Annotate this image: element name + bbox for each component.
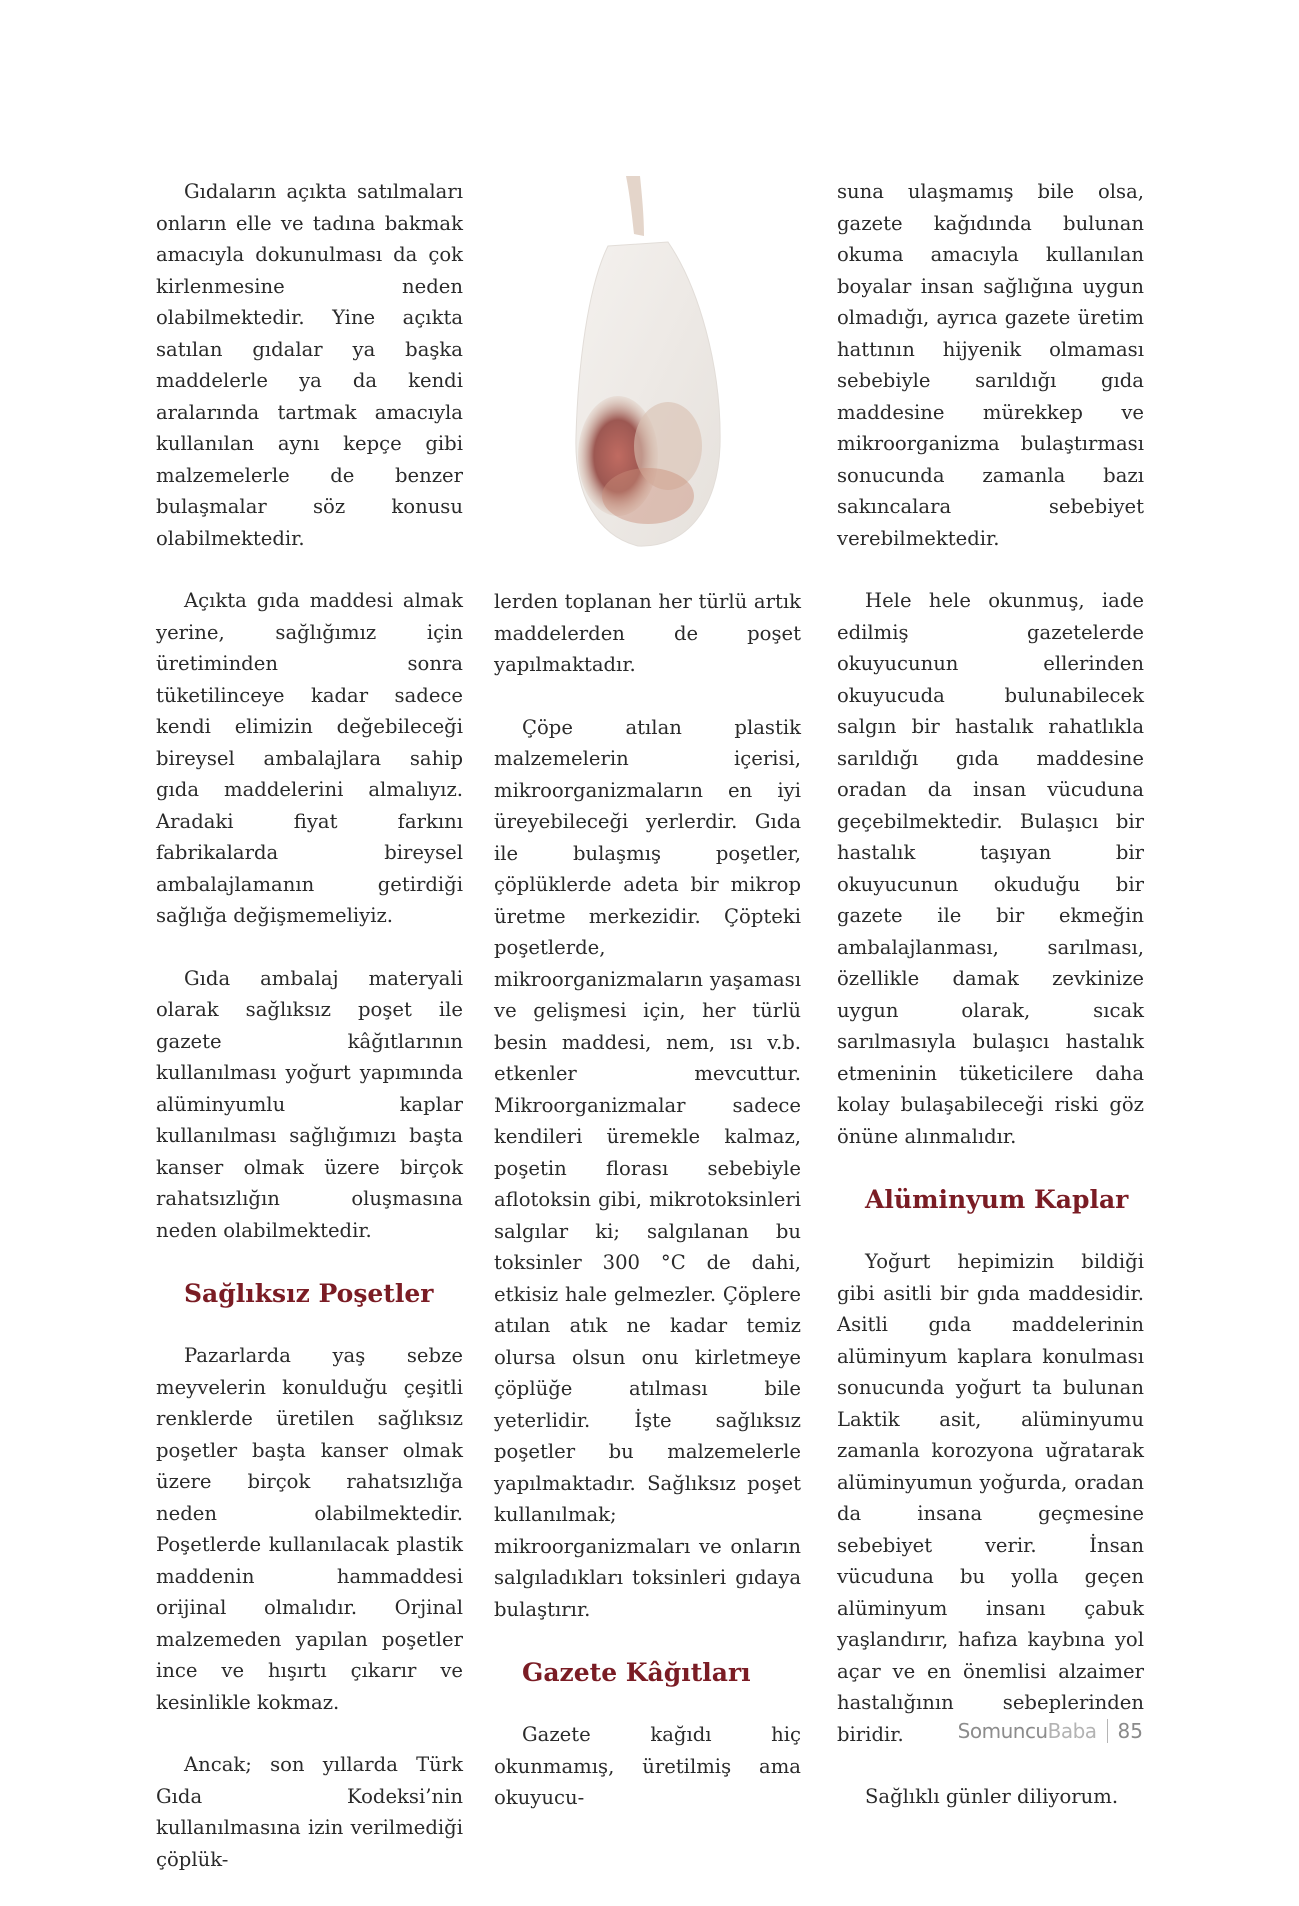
paragraph: Çöpe atılan plastik malzemelerin içerisi, mikroorganizmaların en iyi üreyebileceği yerlerdir. Gıda ile bulaşmış poşetler, çöplüklerde adeta bir mikrop üretme merkezidir. Çöpteki poşetlerde, mikroorganizmaların yaşaması ve gelişmesi için, her türlü besin maddesi, nem, ısı v.b. etkenler mevcuttur. Mikroorganizmalar sadece kendileri üremekle kalmaz, poşetin florası sebebiyle aflotoksin gibi, mikrotoksinleri salgılar ki; salgılanan bu toksinler 300 °C de dahi, etkisiz hale gelmezler. Çöplere atılan atık ne kadar temiz olursa olsun onu kirletmeye çöplüğe atılması bile yeterlidir. İşte sağlıksız poşetler bu malzemelerle yapılmaktadır. Sağlıksız poşet kullanılmak; mikroorganizmaları ve onların salgıladıkları toksinleri gıdaya bulaştırır. [494, 715, 801, 1621]
paragraph: Ancak; son yıllarda Türk Gıda Kodeksi’nin kullanılmasına izin verilmediği çöplük- [156, 1753, 463, 1871]
paragraph: Açıkta gıda maddesi almak yerine, sağlığımız için üretiminden sonra tüketilinceye kadar sadece kendi elimizin değebileceği bireysel ambalajlara sahip gıda maddelerini almalıyız. Aradaki fiyat farkını fabrikalarda bireysel ambalajlamanın getirdiği sağlığa değişmemeliyiz. [156, 589, 463, 927]
paragraph: lerden toplanan her türlü artık maddelerden de poşet yapılmaktadır. [494, 590, 801, 676]
column-2 [494, 586, 801, 1845]
paragraph: Yoğurt hepimizin bildiği gibi asitli bir gıda maddesidir. Asitli gıda maddelerinin alüminyum kaplara konulması sonucunda yoğurt ta bulunan Laktik asit, alüminyumu zamanla korozyona uğratarak alüminyumun yoğurda, oradan da insana geçmesine sebebiyet verir. İnsan vücuduna bu yolla geçen alüminyum insanı çabuk yaşlandırır, hafıza kaybına yol açar ve en önemlisi alzaimer hastalığının sebeplerinden biridir. [837, 1250, 1144, 1746]
column-1 [156, 176, 463, 1906]
paragraph: Gıdaların açıkta satılmaları onların elle ve tadına bakmak amacıyla dokunulması da çok kirlenmesine neden olabilmektedir. Yine açıkta satılan gıdalar ya başka maddelerle ya da kendi aralarında tartmak amacıyla kullanılan aynı kepçe gibi malzemelerle de benzer bulaşmalar söz konusu olabilmektedir. [156, 180, 463, 550]
page-number: 85 [1117, 1719, 1143, 1743]
paragraph: Pazarlarda yaş sebze meyvelerin konulduğu çeşitli renklerde üretilen sağlıksız poşetler başta kanser olmak üzere birçok rahatsızlığa neden olabilmektedir. Poşetlerde kullanılacak plastik maddenin hammaddesi orijinal olmalıdır. Orjinal malzemeden yapılan poşetler ince ve hışırtı çıkarır ve kesinlikle kokmaz. [156, 1344, 463, 1714]
page-footer [958, 1716, 1143, 1746]
section-heading: Sağlıksız Poşetler [184, 1279, 434, 1308]
section-heading: Alüminyum Kaplar [865, 1185, 1129, 1214]
paragraph: Gıda ambalaj materyali olarak sağlıksız poşet ile gazete kâğıtlarının kullanılması yoğurt yapımında alüminyumlu kaplar kullanılması sağlığımızı başta kanser olmak üzere birçok rahatsızlığın oluşmasına neden olabilmektedir. [156, 966, 463, 1242]
footer-divider [1107, 1719, 1108, 1743]
paragraph: Hele hele okunmuş, iade edilmiş gazetelerde okuyucunun ellerinden okuyucuda bulunabilecek salgın bir hastalık rahatlıkla sarıldığı gıda maddesine oradan da insan vücuduna geçebilmektedir. Bulaşıcı bir hastalık taşıyan bir okuyucunun okuduğu bir gazete ile bir ekmeğin ambalajlanması, sarılması, özellikle damak zevkinize uygun olarak, sıcak sarılmasıyla bulaşıcı hastalık etmeninin tüketicilere daha kolay bulaşabileceği riski göz önüne alınmalıdır. [837, 589, 1144, 1148]
plastic-bag-illustration [548, 176, 736, 551]
column-3 [837, 176, 1144, 1844]
section-heading: Gazete Kâğıtları [522, 1658, 751, 1687]
paragraph: Gazete kağıdı hiç okunmamış, üretilmiş ama okuyucu- [494, 1723, 801, 1809]
logo-part-1: Somuncu [957, 1719, 1048, 1743]
magazine-logo [958, 1719, 1097, 1743]
paragraph: suna ulaşmamış bile olsa, gazete kağıdında bulunan okuma amacıyla kullanılan boyalar insan sağlığına uygun olmadığı, ayrıca gazete üretim hattının hijyenik olmaması sebebiyle sarıldığı gıda maddesine mürekkep ve mikroorganizma bulaştırması sonucunda zamanla bazı sakıncalara sebebiyet verebilmektedir. [837, 180, 1144, 550]
paragraph: Sağlıklı günler diliyorum. [865, 1785, 1119, 1808]
logo-part-2: Baba [1047, 1719, 1097, 1743]
